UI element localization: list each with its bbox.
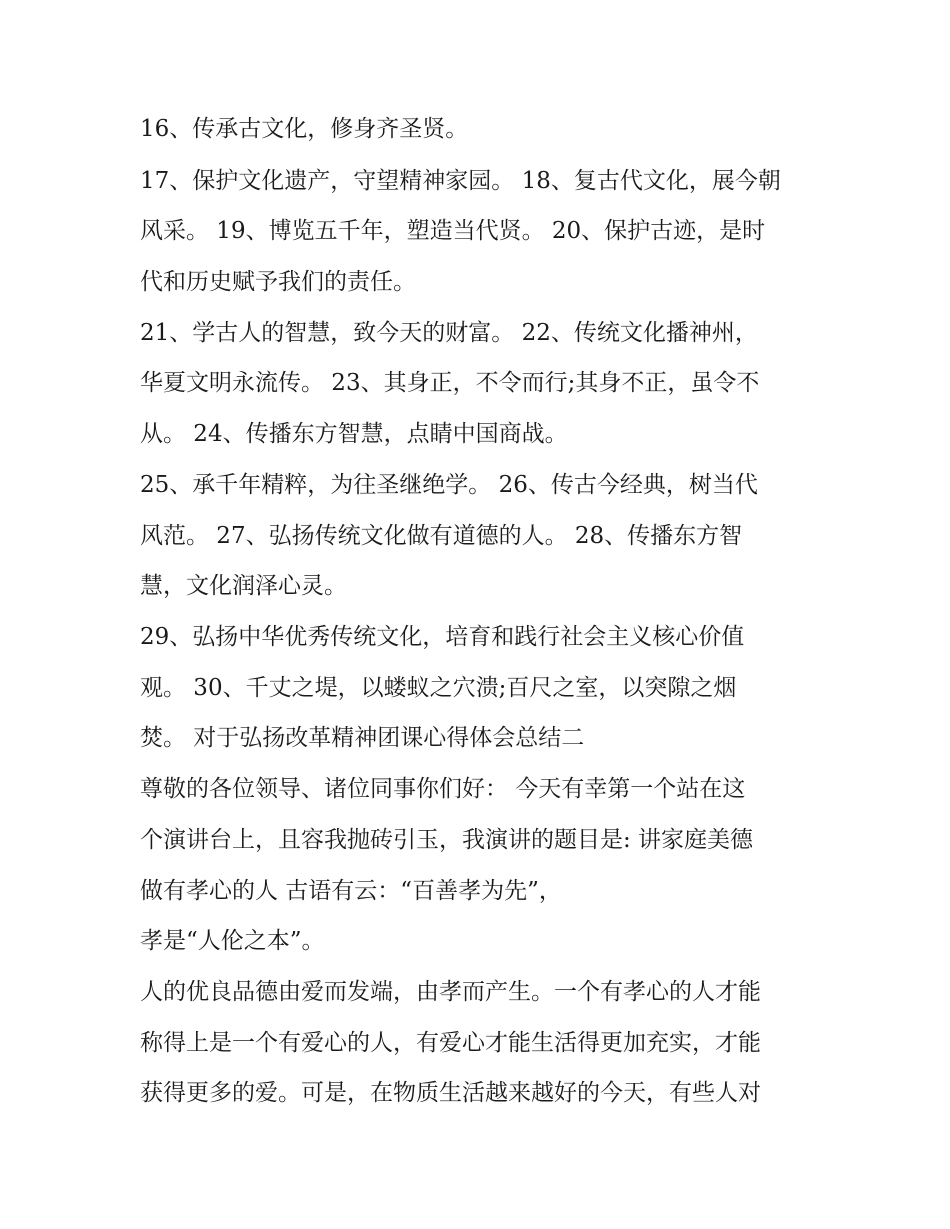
text-line-12: 观。 30、千丈之堤，以蝼蚁之穴溃;百尺之室，以突隙之烟 [140,675,737,701]
text-line-4: 代和历史赋予我们的责任。 [140,269,416,295]
text-line-17: 孝是“人伦之本”。 [140,928,325,954]
text-line-18: 人的优良品德由爱而发端，由孝而产生。一个有孝心的人才能 [140,979,761,1005]
text-line-3: 风采。 19、博览五千年，塑造当代贤。 20、保护古迹，是时 [140,218,766,244]
text-line-19: 称得上是一个有爱心的人，有爱心才能生活得更加充实，才能 [140,1030,761,1056]
text-line-15: 个演讲台上，且容我抛砖引玉，我演讲的题目是: 讲家庭美德 [140,827,754,853]
text-line-20: 获得更多的爱。可是，在物质生活越来越好的今天，有些人对 [140,1080,761,1106]
text-line-16: 做有孝心的人 古语有云：“百善孝为先”， [140,878,562,904]
text-line-14: 尊敬的各位领导、诸位同事你们好： 今天有幸第一个站在这 [140,776,746,802]
text-line-5: 21、学古人的智慧，致今天的财富。 22、传统文化播神州， [140,320,758,346]
text-line-11: 29、弘扬中华优秀传统文化，培育和践行社会主义核心价值 [140,624,745,650]
text-line-13: 焚。 对于弘扬改革精神团课心得体会总结二 [140,725,585,751]
text-line-7: 从。 24、传播东方智慧，点睛中国商战。 [140,421,568,447]
text-line-2: 17、保护文化遗产，守望精神家园。 18、复古代文化，展今朝 [140,168,781,194]
text-line-10: 慧，文化润泽心灵。 [140,573,347,599]
text-line-1: 16、传承古文化，修身齐圣贤。 [140,116,469,142]
text-line-9: 风范。 27、弘扬传统文化做有道德的人。 28、传播东方智 [140,523,743,549]
text-line-6: 华夏文明永流传。 23、其身正，不令而行;其身不正，虽令不 [140,370,760,396]
text-line-8: 25、承千年精粹，为往圣继绝学。 26、传古今经典，树当代 [140,472,758,498]
